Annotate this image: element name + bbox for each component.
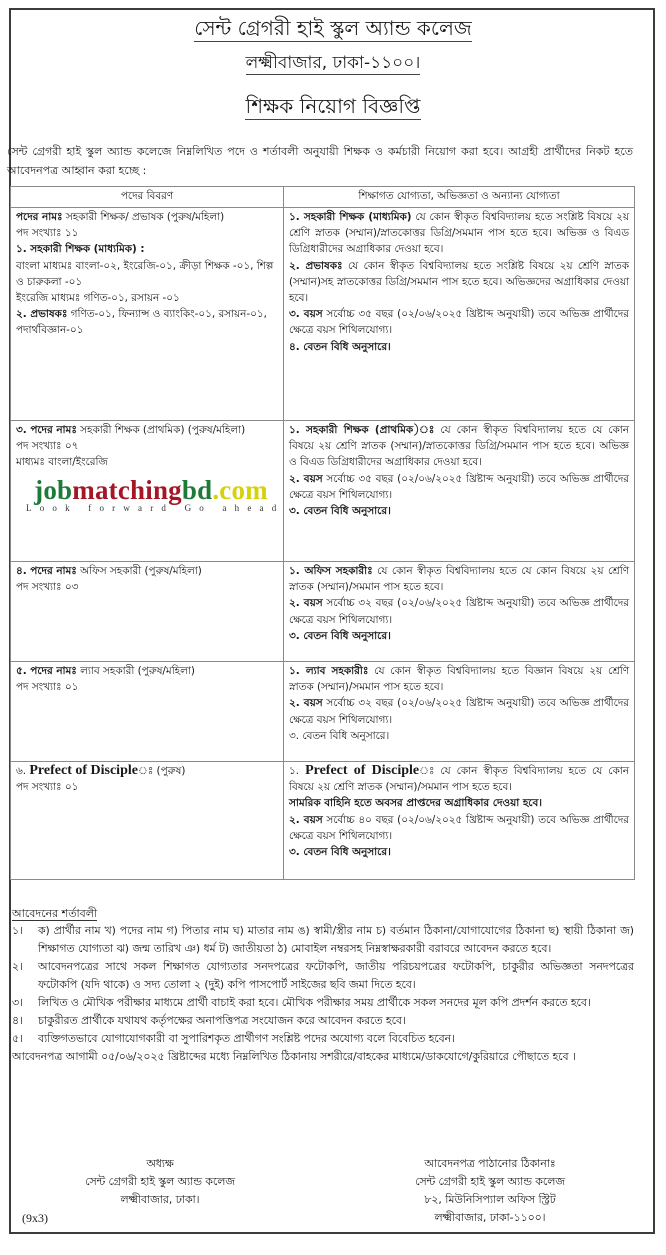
posts-table xyxy=(10,186,635,880)
condition-item: ১। ক) প্রার্থীর নাম খ) পদের নাম গ) পিতার নাম ঘ) মাতার নাম ঙ) স্বামী/স্ত্রীর নাম চ) বর্তমান ঠিকানা/যোগাযোগের ঠিকানা ছ) স্থায়ী ঠিকানা জ) শিক্ষাগত যোগ্যতা ঝ) জন্ম তারিখ ঞ) ধর্ম ট) জাতীয়তা ঠ) মোবাইল নম্বরসহ নিম্নস্বাক্ষরকারী বরাবরে আবেদন করতে হবে। xyxy=(12,924,634,955)
column-header-post-details: পদের বিবরণ xyxy=(11,187,284,208)
notice-title: শিক্ষক নিয়োগ বিজ্ঞপ্তি xyxy=(245,94,421,118)
mailing-address-block: আবেদনপত্র পাঠানোর ঠিকানাঃ সেন্ট গ্রেগরী হাই স্কুল অ্যান্ড কলেজ ৮২, মিউনিসিপ্যাল অফিস স্ট্রিট লক্ষ্মীবাজার, ঢাকা-১১০০। xyxy=(415,1157,565,1224)
table-row xyxy=(11,208,635,421)
table-row xyxy=(11,662,635,762)
qualifications-cell: ১. ল্যাব সহকারীঃ যে কোন স্বীকৃত বিশ্ববিদ্যালয় হতে বিজ্ঞান বিষয়ে ২য় শ্রেণি স্নাতক (সম্মান)/সমমান পাস হতে হবে। ২. বয়স সর্বোচ্চ ৩২ বছর (০২/০৬/২০২৫ খ্রিষ্টাব্দ অনুযায়ী) তবে অভিজ্ঞ প্রার্থীদের ক্ষেত্রে বয়স শিথিলযোগ্য। ৩. বেতন বিধি অনুসারে। xyxy=(284,662,635,762)
table-row xyxy=(11,421,635,562)
post-details-cell: ৬. Prefect of Discipleঃ (পুরুষ) পদ সংখ্যাঃ ০১ xyxy=(11,762,284,880)
watermark-logo: jobmatchingbd.com Look forward Go ahead xyxy=(26,474,285,513)
condition-item: ৩। লিখিত ও মৌখিক পরীক্ষার মাধ্যমে প্রার্থী বাচাই করা হবে। মৌখিক পরীক্ষার সময় প্রার্থীকে সকল সনদের মূল কপি প্রদর্শন করতে হবে। xyxy=(12,996,591,1009)
application-deadline: আবেদনপত্র আগামী ০৫/০৬/২০২৫ খ্রিষ্টাব্দের মধ্যে নিম্নলিখিত ঠিকানায় সশরীরে/বাহকের মাধ্যমে/ডাকযোগে/কুরিয়ারে পৌছাতে হবে । xyxy=(12,1050,576,1063)
condition-item: ৪। চাকুরীরত প্রার্থীকে যথাযথ কর্তৃপক্ষের অনাপত্তিপত্র সংযোজন করে আবেদন করতে হবে। xyxy=(12,1014,406,1027)
intro-paragraph: সেন্ট গ্রেগরী হাই স্কুল অ্যান্ড কলেজে নিম্নলিখিত পদে ও শর্তাবলী অনুযায়ী শিক্ষক ও কর্মচারী নিয়োগ করা হবে। আগ্রহী প্রার্থীদের নিকট হতে আবেদনপত্র আহ্বান করা হচ্ছে : xyxy=(7,145,633,177)
condition-item: ২। আবেদনপত্রের সাথে সকল শিক্ষাগত যোগ্যতার সনদপত্রের ফটোকপি, জাতীয় পরিচয়পত্রের ফটোকপি, চাকুরীর অভিজ্ঞতা সনদপত্রের ফটোকপি (যদি থাকে) ও সদ্য তোলা ২ (দুই) কপি পাসপোর্ট সাইজের ছবি জমা দিতে হবে। xyxy=(12,960,634,991)
conditions-list xyxy=(12,922,634,1066)
table-row xyxy=(11,562,635,662)
table-row xyxy=(11,762,635,880)
qualifications-cell: ১. সহকারী শিক্ষক (মাধ্যমিক) যে কোন স্বীকৃত বিশ্ববিদ্যালয় হতে সংশ্লিষ্ট বিষয়ে ২য় শ্রেণি স্নাতক (সম্মান)/স্নাতকোত্তর ডিগ্রি/সমমান পাস হতে হবে। অভিজ্ঞ ও বিএড ডিগ্রিধারীদের অগ্রাধিকার দেওয়া হবে। ২. প্রভাষকঃ যে কোন স্বীকৃত বিশ্ববিদ্যালয় হতে সংশ্লিষ্ট বিষয়ে ২য় শ্রেণি স্নাতক (সম্মান)সহ স্নাতকোত্তর ডিগ্রি/সমমান পাস হতে হবে। অভিজ্ঞদের অগ্রাধিকার দেওয়া হবে। ৩. বয়স সর্বোচ্চ ৩৫ বছর (০২/০৬/২০২৫ খ্রিষ্টাব্দ অনুযায়ী) তবে অভিজ্ঞ প্রার্থীদের ক্ষেত্রে বয়স শিথিলযোগ্য। ৪. বেতন বিধি অনুসারে। xyxy=(284,208,635,421)
conditions-heading: আবেদনের শর্তাবলী xyxy=(12,907,98,920)
institution-address: লক্ষ্মীবাজার, ঢাকা-১১০০। xyxy=(245,53,421,73)
institution-name: সেন্ট গ্রেগরী হাই স্কুল অ্যান্ড কলেজ xyxy=(194,16,472,40)
table-header-row xyxy=(11,187,635,208)
watermark-tagline: Look forward Go ahead xyxy=(26,502,285,513)
ad-size-code: (9x3) xyxy=(22,1211,48,1225)
qualifications-cell: ১. অফিস সহকারীঃ যে কোন স্বীকৃত বিশ্ববিদ্যালয় হতে যে কোন বিষয়ে ২য় শ্রেণি স্নাতক (সম্মান)/সমমান পাস হতে হবে। ২. বয়স সর্বোচ্চ ৩২ বছর (০২/০৬/২০২৫ খ্রিষ্টাব্দ অনুযায়ী) তবে অভিজ্ঞ প্রার্থীদের ক্ষেত্রে বয়স শিথিলযোগ্য। ৩. বেতন বিধি অনুসারে। xyxy=(284,562,635,662)
post-details-cell: ৫. পদের নামঃ ল্যাব সহকারী (পুরুষ/মহিলা) পদ সংখ্যাঃ ০১ xyxy=(11,662,284,762)
post-details-cell: ৪. পদের নামঃ অফিস সহকারী (পুরুষ/মহিলা) পদ সংখ্যাঃ ০৩ xyxy=(11,562,284,662)
post-details-cell: পদের নামঃ সহকারী শিক্ষক/ প্রভাষক (পুরুষ/মহিলা) পদ সংখ্যাঃ ১১ ১. সহকারী শিক্ষক (মাধ্যমিক) : বাংলা মাধ্যমঃ বাংলা-০২, ইংরেজি-০১, ক্রীড়া শিক্ষক -০১, শিল্প ও চারুকলা -০১ ইংরেজি মাধ্যমঃ গণিত-০১, রসায়ন -০১ ২. প্রভাষকঃ গণিত-০১, ফিন্যান্স ও ব্যাংকিং-০১, রসায়ন-০১, পদার্থবিজ্ঞান-০১ xyxy=(11,208,284,421)
condition-item: ৫। ব্যক্তিগতভাবে যোগাযোগকারী বা সুপারিশকৃত প্রার্থীগণ সংশ্লিষ্ট পদের অযোগ্য বলে বিবেচিত হবেন। xyxy=(12,1032,455,1045)
qualifications-cell: ১. সহকারী শিক্ষক (প্রাথমিক)ঃ যে কোন স্বীকৃত বিশ্ববিদ্যালয় হতে যে কোন বিষয়ে ২য় শ্রেণি স্নাতক (সম্মান)/স্নাতকোত্তর ডিগ্রি/সমমান পাস হতে হবে। অভিজ্ঞ ও বিএড ডিগ্রিধারীদের অগ্রাধিকার দেওয়া হবে। ২. বয়স সর্বোচ্চ ৩৫ বছর (০২/০৬/২০২৫ খ্রিষ্টাব্দ অনুযায়ী) তবে অভিজ্ঞ প্রার্থীদের ক্ষেত্রে বয়স শিথিলযোগ্য। ৩. বেতন বিধি অনুসারে। xyxy=(284,421,635,562)
column-header-qualifications: শিক্ষাগত যোগ্যতা, অভিজ্ঞতা ও অন্যান্য যোগ্যতা xyxy=(284,187,635,208)
qualifications-cell: ১. Prefect of Discipleঃ যে কোন স্বীকৃত বিশ্ববিদ্যালয় হতে যে কোন বিষয়ে ২য় শ্রেণি স্নাতক (সম্মান)/সমমান পাস হতে হবে। সামরিক বাহিনি হতে অবসর প্রাপ্তদের অগ্রাধিকার দেওয়া হবে। ২. বয়স সর্বোচ্চ ৪০ বছর (০২/০৬/২০২৫ খ্রিষ্টাব্দ অনুযায়ী) তবে অভিজ্ঞ প্রার্থীদের ক্ষেত্রে বয়স শিথিলযোগ্য। ৩. বেতন বিধি অনুসারে। xyxy=(284,762,635,880)
post-details-cell: ৩. পদের নামঃ সহকারী শিক্ষক (প্রাথমিক) (পুরুষ/মহিলা) পদ সংখ্যাঃ ০৭ মাধ্যমঃ বাংলা/ইংরেজি jobmatchingbd.com Look forward Go ahead xyxy=(11,421,284,562)
principal-signature-block: অধ্যক্ষ সেন্ট গ্রেগরী হাই স্কুল অ্যান্ড কলেজ লক্ষ্মীবাজার, ঢাকা। xyxy=(85,1157,235,1206)
